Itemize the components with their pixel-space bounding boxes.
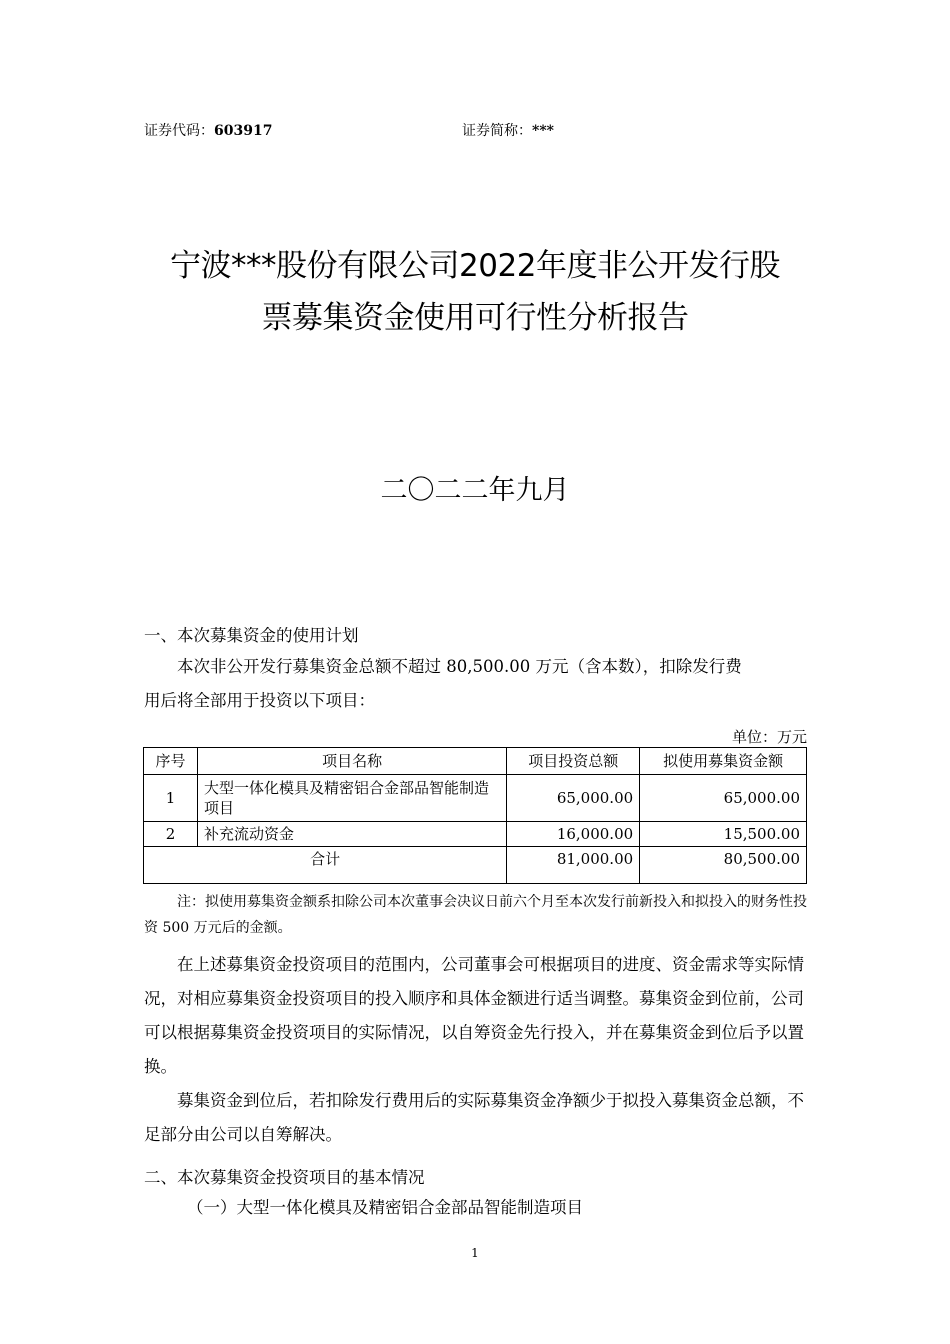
table-row (144, 775, 807, 822)
security-code (144, 120, 272, 140)
sum-label: 合计 (144, 847, 507, 884)
para2: 在上述募集资金投资项目的范围内，公司董事会可根据项目的进度、资金需求等实际情况，对相应募集资金投资项目的投入顺序和具体金额进行适当调整。募集资金到位前，公司可以根据募集资金投资项目的实际情况，以自筹资金先行投入，并在募集资金到位后予以置换。 (144, 955, 804, 1076)
section1-heading: 一、本次募集资金的使用计划 (144, 626, 359, 645)
row-no: 2 (144, 822, 198, 847)
row-raised: 15,500.00 (640, 822, 807, 847)
section1-para1-line2: 用后将全部用于投资以下项目： (144, 691, 375, 710)
col-header-raised: 拟使用募集资金额 (640, 748, 807, 775)
row-raised: 65,000.00 (640, 775, 807, 822)
funding-table (143, 747, 807, 884)
row-total: 65,000.00 (507, 775, 640, 822)
row-name: 补充流动资金 (197, 822, 506, 847)
table-row (144, 822, 807, 847)
table-header-row (144, 748, 807, 775)
section1-para1-line1: 本次非公开发行募集资金总额不超过 80,500.00 万元（含本数），扣除发行费 (177, 657, 742, 676)
security-code-label: 证券代码： (144, 123, 214, 139)
section2-sub1: （一）大型一体化模具及精密铝合金部品智能制造项目 (187, 1198, 583, 1217)
col-header-total: 项目投资总额 (507, 748, 640, 775)
row-name: 大型一体化模具及精密铝合金部品智能制造项目 (197, 775, 506, 822)
report-title-line1: 宁波***股份有限公司2022年度非公开发行股 (170, 248, 780, 284)
table-note: 注：拟使用募集资金额系扣除公司本次董事会决议日前六个月至本次发行前新投入和拟投入的财务性投资 500 万元后的金额。 (144, 894, 807, 936)
table-unit: 单位：万元 (731, 728, 807, 746)
para3: 募集资金到位后，若扣除发行费用后的实际募集资金净额少于拟投入募集资金总额，不足部分由公司以自筹解决。 (144, 1091, 804, 1144)
section2-heading: 二、本次募集资金投资项目的基本情况 (144, 1168, 425, 1187)
row-no: 1 (144, 775, 198, 822)
report-title-line2: 票募集资金使用可行性分析报告 (261, 300, 689, 336)
report-date: 二〇二二年九月 (380, 475, 570, 506)
security-code-value: 603917 (214, 123, 273, 139)
col-header-no: 序号 (144, 748, 198, 775)
sum-total: 81,000.00 (507, 847, 640, 884)
security-abbr (462, 120, 554, 140)
security-abbr-label: 证券简称： (462, 123, 532, 139)
page-number: 1 (471, 1246, 479, 1260)
table-sum-row (144, 847, 807, 884)
security-abbr-value: *** (532, 123, 554, 139)
row-total: 16,000.00 (507, 822, 640, 847)
sum-raised: 80,500.00 (640, 847, 807, 884)
col-header-name: 项目名称 (197, 748, 506, 775)
